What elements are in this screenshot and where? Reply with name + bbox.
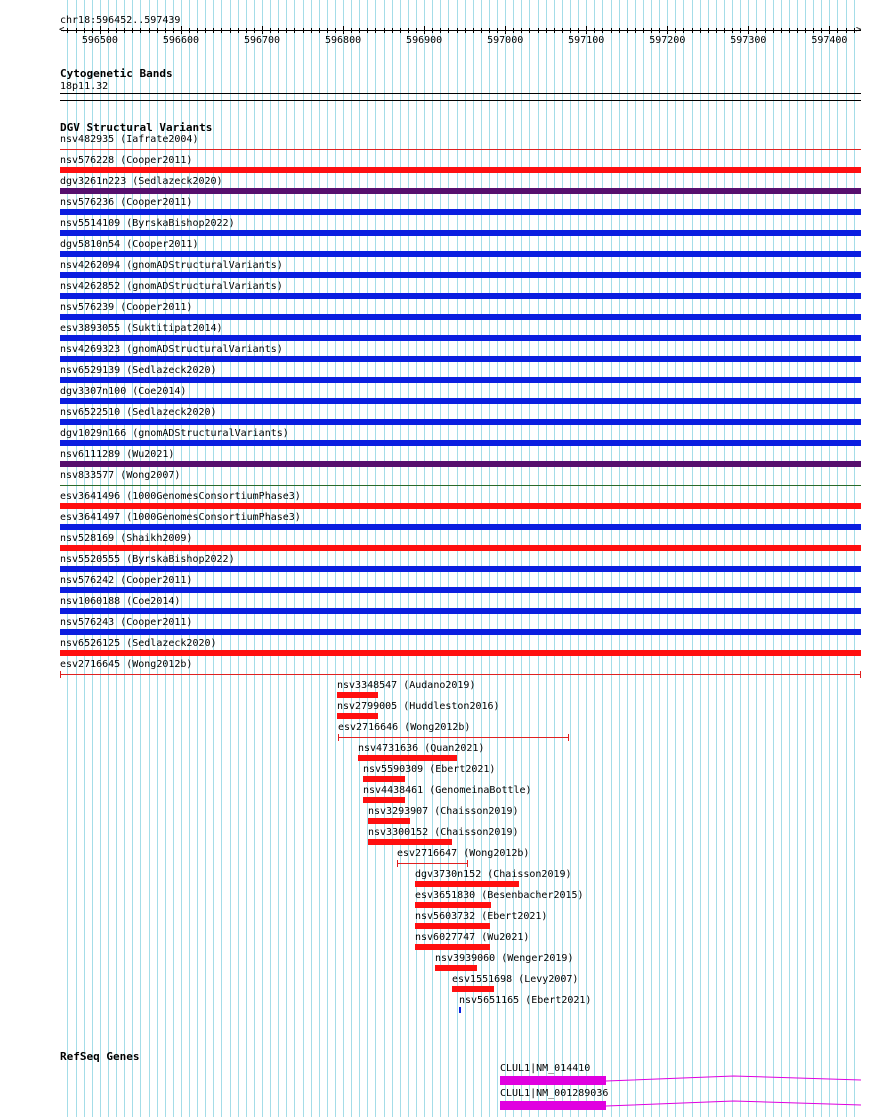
ruler-minor-tick	[384, 28, 385, 33]
variant-bar[interactable]	[415, 944, 490, 950]
variant-bar[interactable]	[459, 1007, 461, 1013]
ruler-minor-tick	[392, 28, 393, 33]
ruler-minor-tick	[594, 28, 595, 33]
ruler-minor-tick	[254, 28, 255, 33]
ruler-minor-tick	[700, 28, 701, 33]
gene-intron-svg	[0, 1073, 890, 1093]
feature-label[interactable]: nsv5603732 (Ebert2021)	[415, 911, 548, 922]
variant-bracket-end	[338, 734, 339, 741]
ruler-major-tick	[100, 26, 101, 34]
variant-bar[interactable]	[60, 545, 861, 551]
ruler-tick-label: 597000	[487, 35, 524, 46]
ruler-major-tick	[829, 26, 830, 34]
ruler-minor-tick	[278, 28, 279, 33]
ruler-minor-tick	[375, 28, 376, 33]
ruler-minor-tick	[84, 28, 85, 33]
ruler-minor-tick	[197, 28, 198, 33]
feature-label[interactable]: nsv5590309 (Ebert2021)	[363, 764, 496, 775]
gene-intron-line[interactable]	[606, 1076, 861, 1081]
variant-bar[interactable]	[60, 608, 861, 614]
ruler-major-tick	[667, 26, 668, 34]
ruler-tick-label: 596700	[243, 35, 281, 46]
ruler-minor-tick	[311, 28, 312, 33]
ruler-minor-tick	[132, 28, 133, 33]
ruler-minor-tick	[432, 28, 433, 33]
ruler-minor-tick	[213, 28, 214, 33]
ruler-minor-tick	[570, 28, 571, 33]
feature-label[interactable]: dgv3307n100 (Coe2014)	[60, 386, 187, 397]
ruler-minor-tick	[367, 28, 368, 33]
refseq-track-title[interactable]: RefSeq Genes	[60, 1050, 140, 1063]
variant-bar[interactable]	[435, 965, 477, 971]
feature-label[interactable]: dgv3730n152 (Chaisson2019)	[415, 869, 572, 880]
feature-label[interactable]: esv3641497 (1000GenomesConsortiumPhase3)	[60, 512, 301, 523]
feature-label[interactable]: nsv5520555 (ByrskaBishop2022)	[60, 554, 235, 565]
ruler-minor-tick	[116, 28, 117, 33]
variant-bar[interactable]	[358, 755, 457, 761]
ruler-minor-tick	[246, 28, 247, 33]
ruler-minor-tick	[303, 28, 304, 33]
variant-bracket-end	[860, 671, 861, 678]
feature-label[interactable]: nsv3939060 (Wenger2019)	[435, 953, 574, 964]
ruler-minor-tick	[270, 28, 271, 33]
variant-bar[interactable]	[60, 503, 861, 509]
ruler-minor-tick	[756, 28, 757, 33]
variant-bar[interactable]	[363, 797, 405, 803]
variant-bracket-end	[60, 671, 61, 678]
ruler-minor-tick	[351, 28, 352, 33]
variant-bar[interactable]	[60, 251, 861, 257]
feature-label[interactable]: nsv5514109 (ByrskaBishop2022)	[60, 218, 235, 229]
variant-bar[interactable]	[60, 650, 861, 656]
feature-label[interactable]: nsv2799005 (Huddleston2016)	[337, 701, 500, 712]
ruler-major-tick	[262, 26, 263, 34]
ruler-major-tick	[181, 26, 182, 34]
ruler-minor-tick	[513, 28, 514, 33]
ruler-minor-tick	[416, 28, 417, 33]
ruler-minor-tick	[327, 28, 328, 33]
ruler-minor-tick	[765, 28, 766, 33]
ruler-minor-tick	[521, 28, 522, 33]
ruler-minor-tick	[846, 28, 847, 33]
ruler-minor-tick	[643, 28, 644, 33]
ruler-minor-tick	[813, 28, 814, 33]
variant-bar[interactable]	[415, 881, 519, 887]
ruler-minor-tick	[189, 28, 190, 33]
ruler-major-tick	[343, 26, 344, 34]
variant-bracket-end	[397, 860, 398, 867]
ruler-major-tick	[505, 26, 506, 34]
ruler-minor-tick	[651, 28, 652, 33]
variant-line[interactable]	[60, 149, 861, 150]
feature-label[interactable]: dgv5810n54 (Cooper2011)	[60, 239, 199, 250]
ruler-minor-tick	[627, 28, 628, 33]
ruler-minor-tick	[481, 28, 482, 33]
cytoband-top-line	[60, 93, 861, 94]
variant-bracket-end	[467, 860, 468, 867]
ruler-minor-tick	[489, 28, 490, 33]
ruler-minor-tick	[230, 28, 231, 33]
ruler-minor-tick	[708, 28, 709, 33]
ruler-minor-tick	[205, 28, 206, 33]
variant-bar[interactable]	[60, 524, 861, 530]
ruler-minor-tick	[554, 28, 555, 33]
ruler-minor-tick	[473, 28, 474, 33]
variant-bar[interactable]	[337, 713, 378, 719]
ruler-minor-tick	[546, 28, 547, 33]
variant-bar[interactable]	[60, 209, 861, 215]
ruler-tick-label: 597400	[811, 35, 848, 46]
ruler-minor-tick	[805, 28, 806, 33]
feature-label[interactable]: nsv3293907 (Chaisson2019)	[368, 806, 519, 817]
ruler-minor-tick	[789, 28, 790, 33]
ruler-minor-tick	[611, 28, 612, 33]
variant-bar[interactable]	[60, 398, 861, 404]
ruler-minor-tick	[319, 28, 320, 33]
feature-label[interactable]: nsv4269323 (gnomADStructuralVariants)	[60, 344, 283, 355]
variant-bar[interactable]	[60, 188, 861, 194]
variant-bar[interactable]	[60, 461, 861, 467]
ruler-minor-tick	[76, 28, 77, 33]
feature-label[interactable]: esv2716645 (Wong2012b)	[60, 659, 193, 670]
feature-label[interactable]: nsv4731636 (Quan2021)	[358, 743, 485, 754]
variant-bracket-end	[568, 734, 569, 741]
ruler-minor-tick	[619, 28, 620, 33]
feature-label[interactable]: nsv4262852 (gnomADStructuralVariants)	[60, 281, 283, 292]
ruler-minor-tick	[286, 28, 287, 33]
feature-label[interactable]: nsv3348547 (Audano2019)	[337, 680, 476, 691]
variant-bar[interactable]	[415, 923, 490, 929]
cytoband-label: 18p11.32	[60, 81, 109, 92]
ruler-minor-tick	[683, 28, 684, 33]
feature-label[interactable]: esv3893055 (Suktitipat2014)	[60, 323, 223, 334]
variant-bar[interactable]	[60, 272, 861, 278]
ruler-minor-tick	[675, 28, 676, 33]
variant-bar[interactable]	[60, 587, 861, 593]
variant-bar[interactable]	[60, 167, 861, 173]
ruler-minor-tick	[157, 28, 158, 33]
ruler-major-tick	[748, 26, 749, 34]
feature-label[interactable]: nsv576239 (Cooper2011)	[60, 302, 193, 313]
feature-label[interactable]: esv2716646 (Wong2012b)	[338, 722, 471, 733]
variant-bar[interactable]	[60, 314, 861, 320]
ruler-minor-tick	[335, 28, 336, 33]
variant-bracket[interactable]	[60, 674, 861, 675]
ruler-tick-label: 597100	[568, 35, 605, 46]
feature-label[interactable]: esv2716647 (Wong2012b)	[397, 848, 530, 859]
feature-label[interactable]: nsv6529139 (Sedlazeck2020)	[60, 365, 217, 376]
variant-bar[interactable]	[452, 986, 494, 992]
ruler-minor-tick	[732, 28, 733, 33]
variant-bracket[interactable]	[397, 863, 468, 864]
ruler-tick-label: 596500	[81, 35, 118, 46]
ruler-minor-tick	[238, 28, 239, 33]
location-label: chr18:596452..597439	[60, 15, 181, 26]
ruler-minor-tick	[659, 28, 660, 33]
variant-bar[interactable]	[363, 776, 405, 782]
variant-bar[interactable]	[60, 419, 861, 425]
feature-label[interactable]: esv3651830 (Besenbacher2015)	[415, 890, 584, 901]
feature-label[interactable]: nsv4262094 (gnomADStructuralVariants)	[60, 260, 283, 271]
ruler-minor-tick	[837, 28, 838, 33]
feature-label[interactable]: esv1551698 (Levy2007)	[452, 974, 579, 985]
ruler-minor-tick	[635, 28, 636, 33]
ruler-minor-tick	[124, 28, 125, 33]
ruler-minor-tick	[359, 28, 360, 33]
feature-label[interactable]: nsv576236 (Cooper2011)	[60, 197, 193, 208]
ruler-major-tick	[586, 26, 587, 34]
feature-label[interactable]: nsv6111289 (Wu2021)	[60, 449, 175, 460]
feature-label[interactable]: nsv6027747 (Wu2021)	[415, 932, 530, 943]
gene-intron-line[interactable]	[606, 1101, 861, 1106]
ruler-minor-tick	[173, 28, 174, 33]
ruler-minor-tick	[854, 28, 855, 33]
feature-label[interactable]: nsv6526125 (Sedlazeck2020)	[60, 638, 217, 649]
ruler-minor-tick	[108, 28, 109, 33]
ruler-minor-tick	[140, 28, 141, 33]
dgv-track-title[interactable]: DGV Structural Variants	[60, 121, 213, 134]
feature-label[interactable]: nsv1060188 (Coe2014)	[60, 596, 181, 607]
ruler-minor-tick	[562, 28, 563, 33]
ruler-minor-tick	[457, 28, 458, 33]
ruler-minor-tick	[440, 28, 441, 33]
cytoband-bottom-line	[60, 100, 861, 101]
variant-bar[interactable]	[368, 839, 452, 845]
ruler-minor-tick	[497, 28, 498, 33]
ruler-minor-tick	[529, 28, 530, 33]
feature-label[interactable]: nsv576228 (Cooper2011)	[60, 155, 193, 166]
variant-bar[interactable]	[60, 629, 861, 635]
variant-bar[interactable]	[368, 818, 410, 824]
feature-label[interactable]: nsv3300152 (Chaisson2019)	[368, 827, 519, 838]
ruler-minor-tick	[538, 28, 539, 33]
feature-label[interactable]: nsv4438461 (GenomeinaBottle)	[363, 785, 532, 796]
feature-label[interactable]: nsv6522510 (Sedlazeck2020)	[60, 407, 217, 418]
ruler-tick-label: 597300	[730, 35, 767, 46]
ruler-minor-tick	[408, 28, 409, 33]
ruler-minor-tick	[67, 28, 68, 33]
ruler-minor-tick	[221, 28, 222, 33]
ruler-major-tick	[424, 26, 425, 34]
gene-intron-svg	[0, 1098, 890, 1118]
variant-bar[interactable]	[60, 293, 861, 299]
feature-label[interactable]: nsv576242 (Cooper2011)	[60, 575, 193, 586]
ruler-tick-label: 596800	[325, 35, 362, 46]
ruler-minor-tick	[602, 28, 603, 33]
variant-bar[interactable]	[60, 377, 861, 383]
ruler-minor-tick	[448, 28, 449, 33]
ruler-minor-tick	[165, 28, 166, 33]
ruler-minor-tick	[740, 28, 741, 33]
feature-label[interactable]: nsv5651165 (Ebert2021)	[459, 995, 592, 1006]
ruler-minor-tick	[724, 28, 725, 33]
variant-bar[interactable]	[60, 335, 861, 341]
ruler-minor-tick	[400, 28, 401, 33]
variant-bracket[interactable]	[338, 737, 569, 738]
variant-bar[interactable]	[337, 692, 378, 698]
ruler-minor-tick	[692, 28, 693, 33]
ruler-minor-tick	[294, 28, 295, 33]
variant-bar[interactable]	[60, 440, 861, 446]
variant-bar[interactable]	[60, 230, 861, 236]
ruler-minor-tick	[773, 28, 774, 33]
feature-label[interactable]: nsv833577 (Wong2007)	[60, 470, 181, 481]
variant-line[interactable]	[60, 485, 861, 486]
feature-label[interactable]: dgv3261n223 (Sedlazeck2020)	[60, 176, 223, 187]
ruler-minor-tick	[149, 28, 150, 33]
ruler-tick-label: 596600	[162, 35, 200, 46]
feature-label[interactable]: nsv528169 (Shaikh2009)	[60, 533, 193, 544]
ruler-minor-tick	[821, 28, 822, 33]
ruler-minor-tick	[578, 28, 579, 33]
cytoband-track-title[interactable]: Cytogenetic Bands	[60, 67, 173, 80]
feature-label[interactable]: nsv576243 (Cooper2011)	[60, 617, 193, 628]
ruler-tick-label: 597200	[649, 35, 686, 46]
ruler-minor-tick	[716, 28, 717, 33]
feature-label[interactable]: CLUL1|NM_001289036	[500, 1088, 609, 1099]
feature-label[interactable]: dgv1029n166 (gnomADStructuralVariants)	[60, 428, 289, 439]
feature-label[interactable]: nsv482935 (Iafrate2004)	[60, 134, 199, 145]
ruler-right-arrow: >	[856, 25, 862, 35]
variant-bar[interactable]	[415, 902, 491, 908]
ruler-tick-label: 596900	[406, 35, 443, 46]
variant-bar[interactable]	[60, 566, 861, 572]
feature-label[interactable]: CLUL1|NM_014410	[500, 1063, 591, 1074]
ruler-minor-tick	[781, 28, 782, 33]
ruler-minor-tick	[465, 28, 466, 33]
feature-label[interactable]: esv3641496 (1000GenomesConsortiumPhase3)	[60, 491, 301, 502]
variant-bar[interactable]	[60, 356, 861, 362]
ruler-minor-tick	[797, 28, 798, 33]
ruler-minor-tick	[92, 28, 93, 33]
ruler-left-arrow: <	[59, 25, 65, 35]
